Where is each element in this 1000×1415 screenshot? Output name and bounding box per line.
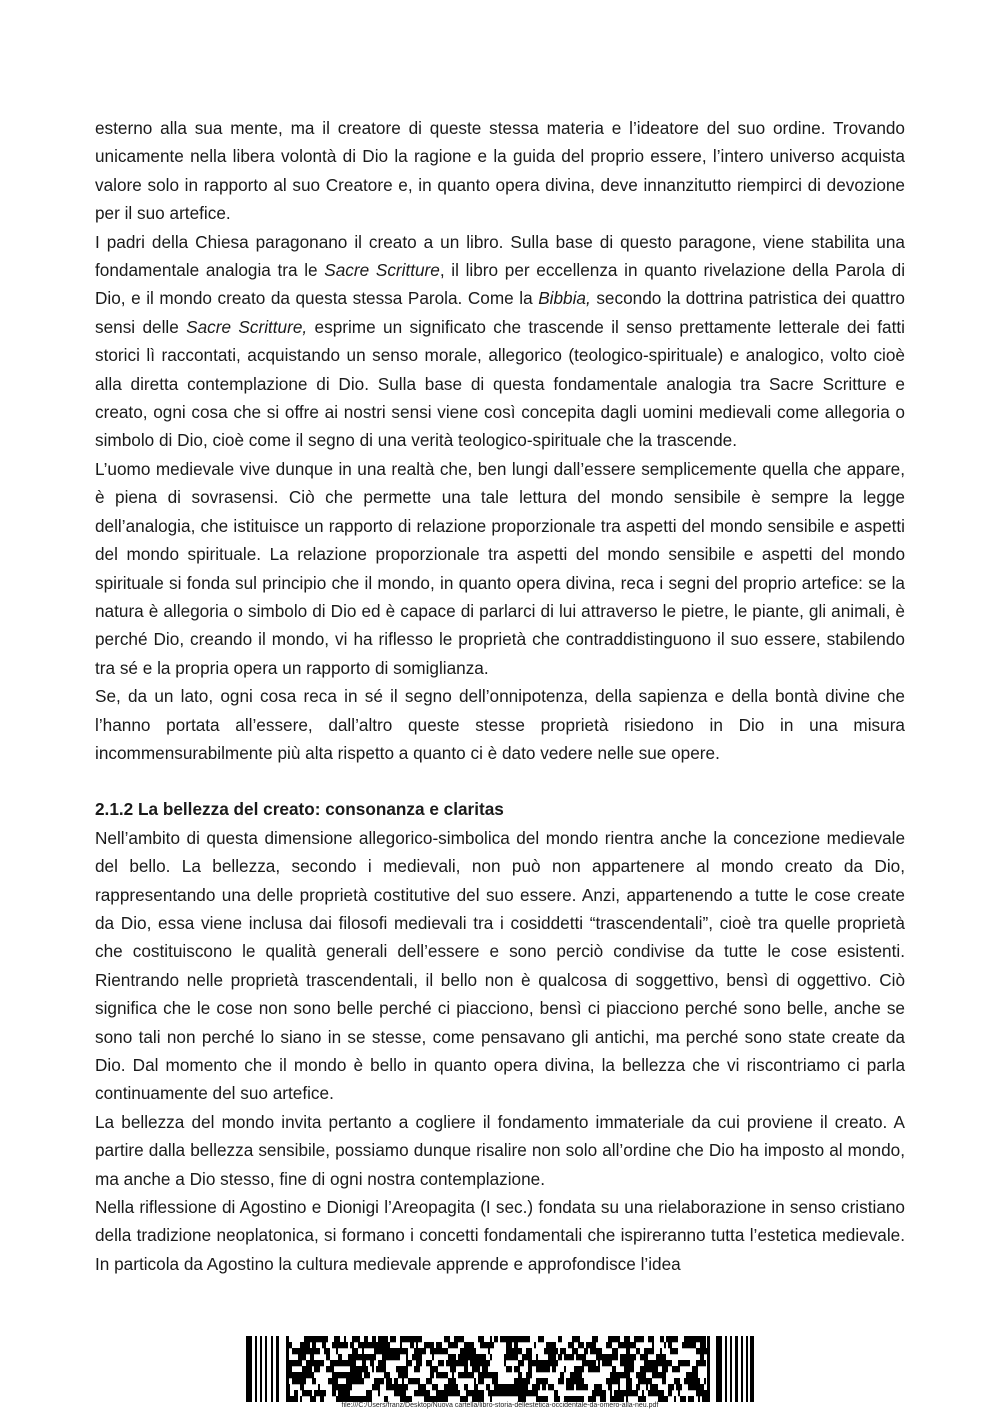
footer-file-path: file:///C:/Users/franz/Desktop/Nuova cartella/libro-storia-dellestetica-occidentale-da-omero-alla-neu.pdf: [341, 1402, 659, 1409]
text-run: secondo la dottrina patristica dei quattro sensi delle: [95, 288, 905, 337]
italic-text: Sacre Scritture: [324, 260, 440, 281]
section-heading: 2.1.2 La bellezza del creato: consonanza e claritas: [95, 799, 504, 820]
italic-text: Sacre Scritture,: [186, 316, 308, 337]
pdf417-barcode-icon: [246, 1336, 754, 1402]
paragraph: [95, 824, 905, 1108]
text-run: , il libro per eccellenza in quanto rivelazione della Parola di Dio, e il mondo creato da questa stessa Parola. Come la: [95, 260, 906, 309]
text-run: Nell’ambito di questa dimensione allegorico-simbolica del mondo rientra anche la concezione medievale del bello. La bellezza, secondo i medievali, non può non appartenere al mondo creato da Dio, rappresentando una delle proprietà costitutive del suo essere. Anzi, appartenendo a tutte le cose create da Dio, essa viene inclusa dai filosofi medievali tra i cosiddetti “trascendentali”, cioè tra quelle proprietà che costituiscono le qualità generali dell’essere e sono perciò condivise da tutte le cose esistenti. Rientrando nelle proprietà trascendentali, il bello non è qualcosa di soggettivo, bensì di oggettivo. Ciò significa che le cose non sono belle perché ci piacciono, bensì ci piacciono perché sono belle, anche se sono tali non perché lo siano in se stesse, come pensavano gli antichi, ma perché sono state create da Dio. Dal momento che il mondo è bello in quanto opera divina, la bellezza che vi riscontriamo ci parla continuamente del suo artefice.: [95, 827, 905, 1104]
text-run: La bellezza del mondo invita pertanto a cogliere il fondamento immateriale da cui proviene il creato. A partire dalla bellezza sensibile, possiamo dunque risalire non solo all’ordine che Dio ha imposto al mondo, ma anche a Dio stesso, fine di ogni nostra contemplazione.: [95, 1111, 905, 1189]
paragraph: [95, 682, 905, 767]
text-run: I padri della Chiesa paragonano il creato a un libro. Sulla base di questo paragone, viene stabilita una fondamentale analogia tra le: [95, 231, 905, 281]
document-page: [95, 114, 905, 1278]
body-text-before: [95, 114, 905, 767]
paragraph: [95, 228, 905, 455]
text-run: Nella riflessione di Agostino e Dionigi l’Areopagita (I sec.) fondata su una rielaborazione in senso cristiano della tradizione neoplatonica, si formano i concetti fondamentali che ispireranno tutta l’estetica medievale. In particola da Agostino la cultura medievale apprende e approfondisce l’idea: [95, 1197, 905, 1274]
paragraph: [95, 114, 905, 228]
text-run: Se, da un lato, ogni cosa reca in sé il segno dell’onnipotenza, della sapienza e della bontà divine che l’hanno portata all’essere, dall’altro queste stesse proprietà risiedono in Dio in una misura incommensurabilmente più alta rispetto a quanto ci è dato vedere nelle sue opere.: [95, 686, 905, 763]
body-text-after: [95, 824, 905, 1279]
paragraph: [95, 1108, 905, 1193]
paragraph: [95, 1193, 905, 1278]
paragraph: [95, 455, 905, 682]
text-run: L’uomo medievale vive dunque in una realtà che, ben lungi dall’essere semplicemente quella che appare, è piena di sovrasensi. Ciò che permette una tale lettura del mondo sensibile è sempre la legge dell’analogia, che istituisce un rapporto di relazione proporzionale tra aspetti del mondo sensibile e aspetti del mondo spirituale. La relazione proporzionale tra aspetti del mondo sensibile e aspetti del mondo spirituale si fonda sul principio che il mondo, in quanto opera divina, reca i segni del proprio artefice: se la natura è allegoria o simbolo di Dio ed è capace di parlarci di lui attraverso le pietre, le piante, gli animali, è perché Dio, creando il mondo, vi ha riflesso le proprietà che contraddistinguono il suo essere, stabilendo tra sé e la propria opera un rapporto di somiglianza.: [95, 458, 905, 678]
italic-text: Bibbia,: [538, 288, 591, 309]
text-run: esprime un significato che trascende il senso prettamente letterale dei fatti storici lì raccontati, acquistando un senso morale, allegorico (teologico-spirituale) e analogico, volto cioè alla diretta contemplazione di Dio. Sulla base di questa fondamentale analogia tra Sacre Scritture e creato, ogni cosa che si offre ai nostri sensi viene così concepita dagli uomini medievali come allegoria o simbolo di Dio, cioè come il segno di una verità teologico-spirituale che la trascende.: [95, 316, 905, 451]
text-run: esterno alla sua mente, ma il creatore di queste stessa materia e l’ideatore del suo ordine. Trovando unicamente nella libera volontà di Dio la ragione e la guida del proprio essere, l’intero universo acquista valore solo in rapporto al suo Creatore e, in quanto opera divina, deve innanzitutto riempirci di devozione per il suo artefice.: [95, 118, 905, 224]
